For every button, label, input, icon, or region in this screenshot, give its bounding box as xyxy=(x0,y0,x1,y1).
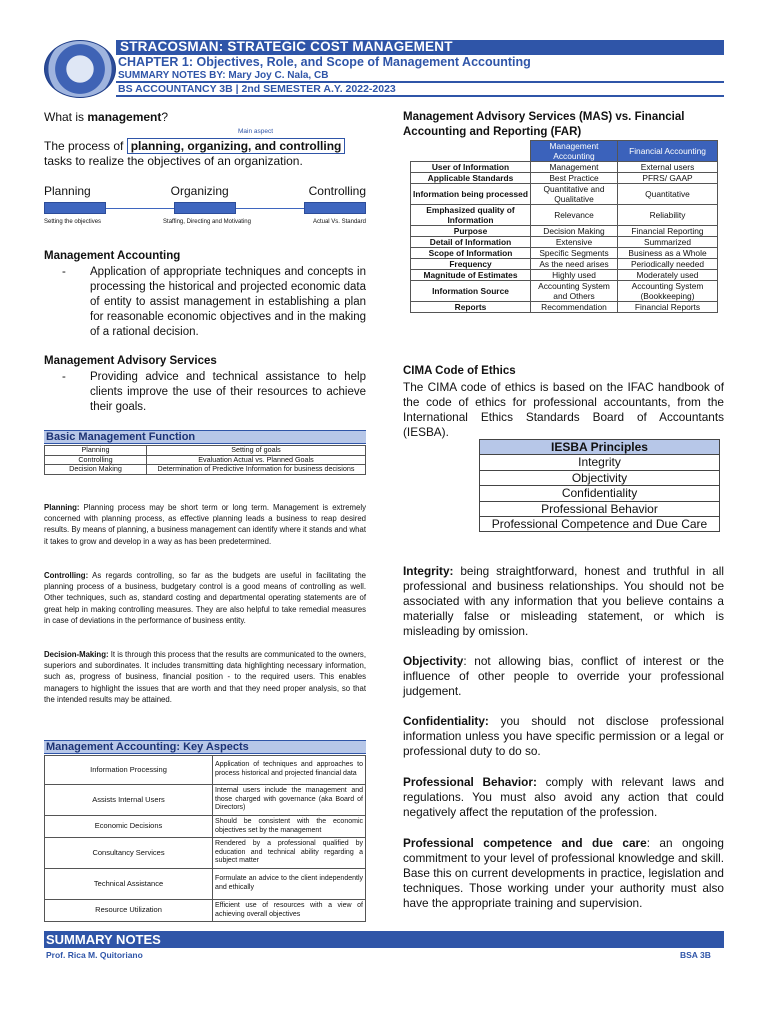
program-semester: BS ACCOUNTANCY 3B | 2nd SEMESTER A.Y. 2022-2023 xyxy=(118,83,396,95)
table-row: Applicable Standards Best Practice PFRS/ GAAP xyxy=(411,173,718,184)
function-flow-diagram xyxy=(44,202,366,214)
function-flow-labels: Planning Organizing Controlling xyxy=(44,184,366,198)
flow-segment xyxy=(304,202,366,214)
section-heading: CIMA Code of Ethics xyxy=(403,365,516,377)
table-title: Management Accounting: Key Aspects xyxy=(44,740,366,754)
bullet-item: - Providing advice and technical assistance to help clients improve the use of their resources to achieve their goals. xyxy=(62,371,366,413)
course-title: STRACOSMAN: STRATEGIC COST MANAGEMENT xyxy=(120,39,453,54)
table-row: Purpose Decision Making Financial Reporting xyxy=(411,226,718,237)
table-row: Resource Utilization Efficient use of resources with a view of achieving overall objectives xyxy=(45,900,366,922)
chapter-title: CHAPTER 1: Objectives, Role, and Scope of Management Accounting xyxy=(118,55,531,69)
table-row: Magnitude of Estimates Highly used Moderately used xyxy=(411,270,718,281)
objectivity-paragraph: Objectivity: not allowing bias, conflict of interest or the influence of other people to override your professional judgement. xyxy=(403,654,724,698)
basic-management-function-table xyxy=(44,445,366,475)
school-seal-icon xyxy=(44,40,116,98)
confidentiality-paragraph: Confidentiality: you should not disclose professional information unless you have specific permission or a legal or professional duty to do so. xyxy=(403,714,724,758)
competence-paragraph: Professional competence and due care: an ongoing commitment to your level of professional knowledge and skill. Base this on current developments in practice, legislation and techniques. Those working under your authority must also have the appropriate training and supervision. xyxy=(403,836,724,910)
key-aspects-table xyxy=(44,755,366,922)
planning-paragraph: Planning: Planning process may be short term or long term. Management is extremely concerned with planning process, as effective planning leads a business to reap desired results. By means of planning, a business management can identify where it stands and what it takes to grow and develop in a way as has been predetermined. xyxy=(44,503,366,546)
table-row: Information being processed Quantitative and Qualitative Quantitative xyxy=(411,184,718,205)
iesba-principles-table xyxy=(479,439,720,532)
bullet-item: - Application of appropriate techniques and concepts in processing the historical and projected economic data of entity to assist management in establishing a plan for reasonable economic objectives and in the making of a rational decision. xyxy=(62,266,366,338)
table-row: Economic Decisions Should be consistent with the economic objectives set by the management xyxy=(45,816,366,838)
table-row: Planning Setting of goals xyxy=(45,446,366,456)
behavior-paragraph: Professional Behavior: comply with relevant laws and regulations. You must also avoid any action that could negatively affect the reputation of the profession. xyxy=(403,775,725,819)
table-row: Scope of Information Specific Segments Business as a Whole xyxy=(411,248,718,259)
table-row: Technical Assistance Formulate an advice to the client independently and ethically xyxy=(45,869,366,900)
table-row: Controlling Evaluation Actual vs. Planned Goals xyxy=(45,455,366,465)
footer-bar: SUMMARY NOTES xyxy=(44,931,724,948)
flow-segment xyxy=(44,202,106,214)
section-heading: Management Advisory Services xyxy=(44,355,217,367)
footer-professor: Prof. Rica M. Quitoriano xyxy=(46,950,143,960)
table-row: Consultancy Services Rendered by a professional qualified by education and technical ability regarding a subject matter xyxy=(45,838,366,869)
table-row: Information Source Accounting System and Others Accounting System (Bookkeeping) xyxy=(411,281,718,302)
table-row: Confidentiality xyxy=(480,486,720,501)
decision-making-paragraph: Decision-Making: It is through this process that the results are communicated to the owners, superiors and subordinates. It includes transmitting data highlighting necessary information, such as, progress of business, financial position - to the required users. This enables managers to highlight the issues that are worth and that they need proper analysis, so that the intended results may be attained. xyxy=(44,650,366,704)
footer-section: BSA 3B xyxy=(680,950,711,960)
flow-segment xyxy=(174,202,236,214)
management-definition: The process of planning, organizing, and controlling tasks to realize the objectives of an organization. xyxy=(44,139,366,169)
table-row: Frequency As the need arises Periodically needed xyxy=(411,259,718,270)
notes-author: SUMMARY NOTES BY: Mary Joy C. Nala, CB xyxy=(118,70,329,81)
table-row: Detail of Information Extensive Summarized xyxy=(411,237,718,248)
mas-vs-far-title: Management Advisory Services (MAS) vs. Financial Accounting and Reporting (FAR) xyxy=(403,111,685,138)
table-header-row: IESBA Principles xyxy=(480,440,720,455)
table-row: Reports Recommendation Financial Reports xyxy=(411,302,718,313)
mas-vs-far-table xyxy=(410,140,718,313)
management-question: What is management? xyxy=(44,110,169,124)
main-aspect-note: Main aspect xyxy=(238,128,274,135)
integrity-paragraph: Integrity: being straightforward, honest and truthful in all professional and business relationships. You should not be associated with any information that you believe contains a materially false or misleading statement, or which is misleading by omission. xyxy=(403,564,724,638)
table-header-row: Management Accounting Financial Accounting xyxy=(411,141,718,162)
function-flow-descriptions: Setting the objectives Staffing, Directing and Motivating Actual Vs. Standard xyxy=(44,219,366,225)
table-row: Emphasized quality of Information Relevance Reliability xyxy=(411,205,718,226)
table-title: Basic Management Function xyxy=(44,430,366,444)
table-row: Objectivity xyxy=(480,470,720,485)
table-row: Professional Competence and Due Care xyxy=(480,517,720,532)
highlight-box: planning, organizing, and controlling xyxy=(127,138,346,154)
table-row: Assists Internal Users Internal users include the management and those charged with governance (aka Board of Directors) xyxy=(45,785,366,816)
controlling-paragraph: Controlling: As regards controlling, so far as the budgets are useful in facilitating the planning process of a business, budgetary control is a good means of controlling as well. Other techniques, such as, standard costing and departmental operating statements are of great help in making controlling measures. They are also helpful to take remedial measures in case of deviations in the performance of business entity. xyxy=(44,571,366,625)
table-row: Information Processing Application of techniques and approaches to process historical and projected financial data xyxy=(45,756,366,785)
section-heading: Management Accounting xyxy=(44,250,181,262)
table-row: User of Information Management External users xyxy=(411,162,718,173)
table-row: Decision Making Determination of Predictive Information for business decisions xyxy=(45,465,366,475)
table-row: Professional Behavior xyxy=(480,501,720,516)
cima-paragraph: The CIMA code of ethics is based on the IFAC handbook of the code of ethics for professional accountants, from the International Ethics Standards Board of Accountants (IESBA). xyxy=(403,380,724,439)
table-row: Integrity xyxy=(480,455,720,470)
